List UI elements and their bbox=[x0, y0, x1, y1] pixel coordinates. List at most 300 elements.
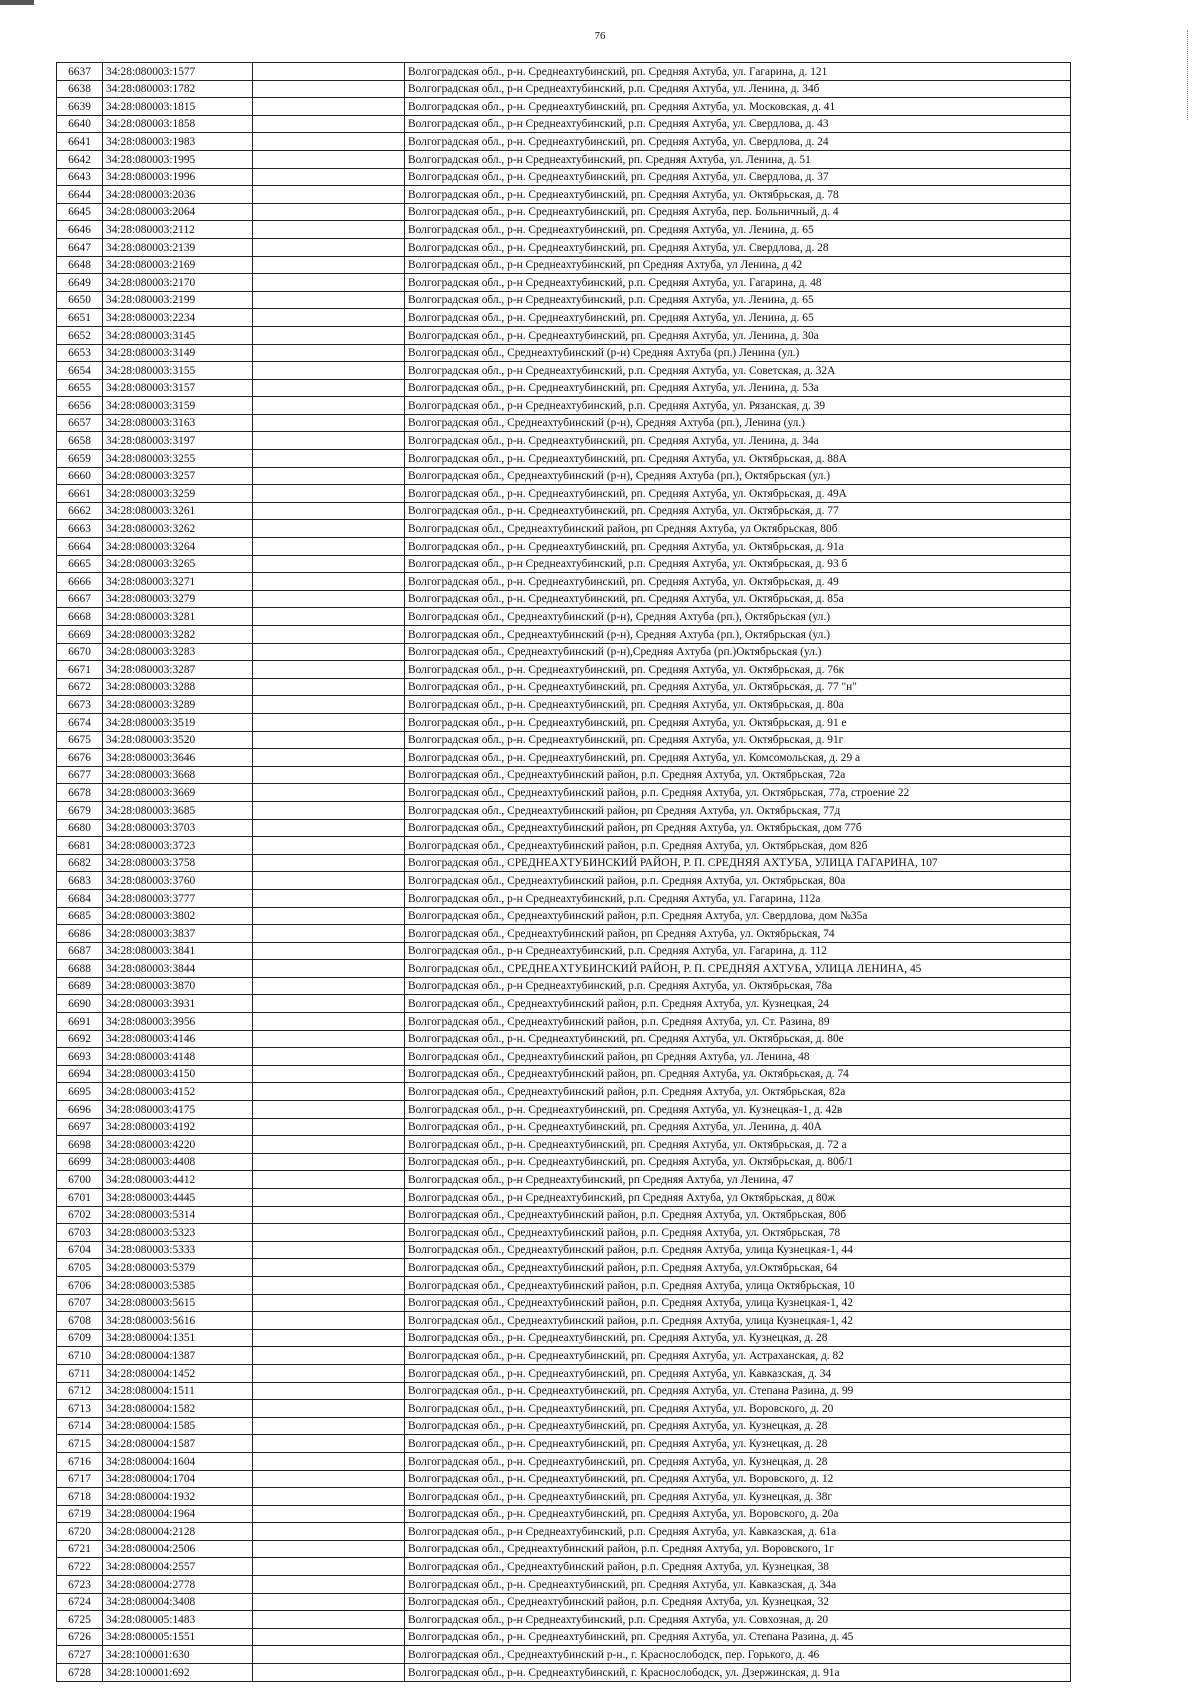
row-number-cell: 6645 bbox=[57, 203, 103, 221]
empty-cell bbox=[253, 731, 405, 749]
row-number-cell: 6713 bbox=[57, 1400, 103, 1418]
row-number-cell: 6712 bbox=[57, 1382, 103, 1400]
empty-cell bbox=[253, 995, 405, 1013]
empty-cell bbox=[253, 1153, 405, 1171]
table-row bbox=[57, 432, 1071, 450]
table-row bbox=[57, 749, 1071, 767]
table-row bbox=[57, 1030, 1071, 1048]
address-cell: Волгоградская обл., СРЕДНЕАХТУБИНСКИЙ РАЙОН, Р. П. СРЕДНЯЯ АХТУБА, УЛИЦА ГАГАРИНА, 107 bbox=[405, 854, 1071, 872]
empty-cell bbox=[253, 485, 405, 503]
empty-cell bbox=[253, 1206, 405, 1224]
row-number-cell: 6677 bbox=[57, 766, 103, 784]
cadastral-number-cell: 34:28:080003:4192 bbox=[103, 1118, 253, 1136]
address-cell: Волгоградская обл., Среднеахтубинский район, р.п. Средняя Ахтуба, улица Кузнецкая-1, 42 bbox=[405, 1312, 1071, 1330]
row-number-cell: 6707 bbox=[57, 1294, 103, 1312]
empty-cell bbox=[253, 168, 405, 186]
cadastral-number-cell: 34:28:080003:3760 bbox=[103, 872, 253, 890]
empty-cell bbox=[253, 1646, 405, 1664]
row-number-cell: 6660 bbox=[57, 467, 103, 485]
address-cell: Волгоградская обл., р-н. Среднеахтубинский, рп. Средняя Ахтуба, ул. Ленина, д. 65 bbox=[405, 309, 1071, 327]
cadastral-number-cell: 34:28:080003:4152 bbox=[103, 1083, 253, 1101]
row-number-cell: 6672 bbox=[57, 678, 103, 696]
address-cell: Волгоградская обл., р-н. Среднеахтубинский, рп. Средняя Ахтуба, ул. Октябрьская, д. 80а bbox=[405, 696, 1071, 714]
cadastral-number-cell: 34:28:080003:3163 bbox=[103, 414, 253, 432]
cadastral-number-cell: 34:28:080003:2064 bbox=[103, 203, 253, 221]
table-row bbox=[57, 485, 1071, 503]
empty-cell bbox=[253, 977, 405, 995]
address-cell: Волгоградская обл., Среднеахтубинский (р-н),Средняя Ахтуба (рп.)Октябрьская (ул.) bbox=[405, 643, 1071, 661]
address-cell: Волгоградская обл., Среднеахтубинский район, рп Средняя Ахтуба, ул. Октябрьская, 77д bbox=[405, 801, 1071, 819]
cadastral-number-cell: 34:28:080004:1585 bbox=[103, 1417, 253, 1435]
table-row bbox=[57, 379, 1071, 397]
empty-cell bbox=[253, 1611, 405, 1629]
address-cell: Волгоградская обл., р-н. Среднеахтубинский, рп. Средняя Ахтуба, ул. Свердлова, д. 24 bbox=[405, 133, 1071, 151]
empty-cell bbox=[253, 1347, 405, 1365]
address-cell: Волгоградская обл., Среднеахтубинский район, р.п. Средняя Ахтуба, ул. Свердлова, дом №35а bbox=[405, 907, 1071, 925]
cadastral-number-cell: 34:28:080003:3956 bbox=[103, 1013, 253, 1031]
empty-cell bbox=[253, 573, 405, 591]
row-number-cell: 6710 bbox=[57, 1347, 103, 1365]
cadastral-number-cell: 34:28:080003:3262 bbox=[103, 520, 253, 538]
cadastral-number-cell: 34:28:080003:3159 bbox=[103, 397, 253, 415]
address-cell: Волгоградская обл., р-н. Среднеахтубинский, рп. Средняя Ахтуба, ул. Октябрьская, д. 49А bbox=[405, 485, 1071, 503]
address-cell: Волгоградская обл., р-н Среднеахтубинский, р.п. Средняя Ахтуба, ул. Гагарина, 112а bbox=[405, 889, 1071, 907]
address-cell: Волгоградская обл., р-н Среднеахтубинский, р.п. Средняя Ахтуба, ул. Советская, д. 32А bbox=[405, 362, 1071, 380]
address-cell: Волгоградская обл., р-н. Среднеахтубинский, рп. Средняя Ахтуба, ул. Гагарина, д. 121 bbox=[405, 63, 1071, 81]
row-number-cell: 6706 bbox=[57, 1276, 103, 1294]
empty-cell bbox=[253, 801, 405, 819]
address-cell: Волгоградская обл., р-н Среднеахтубинский, р.п. Средняя Ахтуба, ул. Рязанская, д. 39 bbox=[405, 397, 1071, 415]
cadastral-number-cell: 34:28:080003:3802 bbox=[103, 907, 253, 925]
table-row bbox=[57, 98, 1071, 116]
cadastral-number-cell: 34:28:080003:3519 bbox=[103, 713, 253, 731]
address-cell: Волгоградская обл., СРЕДНЕАХТУБИНСКИЙ РАЙОН, Р. П. СРЕДНЯЯ АХТУБА, УЛИЦА ЛЕНИНА, 45 bbox=[405, 960, 1071, 978]
empty-cell bbox=[253, 1171, 405, 1189]
cadastral-number-cell: 34:28:080004:1351 bbox=[103, 1329, 253, 1347]
table-row bbox=[57, 1364, 1071, 1382]
empty-cell bbox=[253, 837, 405, 855]
empty-cell bbox=[253, 819, 405, 837]
empty-cell bbox=[253, 1523, 405, 1541]
cadastral-number-cell: 34:28:080004:1452 bbox=[103, 1364, 253, 1382]
cadastral-number-cell: 34:28:080003:5333 bbox=[103, 1241, 253, 1259]
row-number-cell: 6718 bbox=[57, 1488, 103, 1506]
address-cell: Волгоградская обл., Среднеахтубинский район, р.п. Средняя Ахтуба, улица Кузнецкая-1, 42 bbox=[405, 1294, 1071, 1312]
row-number-cell: 6704 bbox=[57, 1241, 103, 1259]
table-row bbox=[57, 872, 1071, 890]
address-cell: Волгоградская обл., р-н Среднеахтубинский, р.п. Средняя Ахтуба, ул. Свердлова, д. 43 bbox=[405, 115, 1071, 133]
row-number-cell: 6720 bbox=[57, 1523, 103, 1541]
empty-cell bbox=[253, 1628, 405, 1646]
address-cell: Волгоградская обл., р-н. Среднеахтубинский, рп. Средняя Ахтуба, ул. Октябрьская, д. 80б/1 bbox=[405, 1153, 1071, 1171]
table-row bbox=[57, 1646, 1071, 1664]
table-row bbox=[57, 115, 1071, 133]
address-cell: Волгоградская обл., р-н. Среднеахтубинский, рп. Средняя Ахтуба, ул. Ленина, д. 30а bbox=[405, 326, 1071, 344]
address-cell: Волгоградская обл., р-н. Среднеахтубинский, рп. Средняя Ахтуба, ул. Октябрьская, д. 77 "н" bbox=[405, 678, 1071, 696]
cadastral-number-cell: 34:28:080003:3264 bbox=[103, 538, 253, 556]
address-cell: Волгоградская обл., р-н. Среднеахтубинский, рп. Средняя Ахтуба, ул. Воровского, д. 12 bbox=[405, 1470, 1071, 1488]
cadastral-number-cell: 34:28:080005:1551 bbox=[103, 1628, 253, 1646]
address-cell: Волгоградская обл., р-н Среднеахтубинский, р.п. Средняя Ахтуба, ул. Октябрьская, д. 93 б bbox=[405, 555, 1071, 573]
address-cell: Волгоградская обл., Среднеахтубинский район, р.п. Средняя Ахтуба, ул. Октябрьская, 82а bbox=[405, 1083, 1071, 1101]
table-row bbox=[57, 1171, 1071, 1189]
registry-table-body bbox=[57, 63, 1071, 1682]
table-row bbox=[57, 63, 1071, 81]
row-number-cell: 6665 bbox=[57, 555, 103, 573]
cadastral-number-cell: 34:28:080003:4220 bbox=[103, 1136, 253, 1154]
row-number-cell: 6714 bbox=[57, 1417, 103, 1435]
address-cell: Волгоградская обл., р-н. Среднеахтубинский, рп. Средняя Ахтуба, ул. Комсомольская, д. 29 а bbox=[405, 749, 1071, 767]
address-cell: Волгоградская обл., р-н. Среднеахтубинский, рп. Средняя Ахтуба, ул. Октябрьская, д. 91 е bbox=[405, 713, 1071, 731]
cadastral-number-cell: 34:28:080003:3157 bbox=[103, 379, 253, 397]
row-number-cell: 6683 bbox=[57, 872, 103, 890]
empty-cell bbox=[253, 1540, 405, 1558]
table-row bbox=[57, 1241, 1071, 1259]
table-row bbox=[57, 203, 1071, 221]
row-number-cell: 6667 bbox=[57, 590, 103, 608]
address-cell: Волгоградская обл., р-н. Среднеахтубинский, рп. Средняя Ахтуба, ул. Воровского, д. 20а bbox=[405, 1505, 1071, 1523]
address-cell: Волгоградская обл., р-н. Среднеахтубинский, рп. Средняя Ахтуба, ул. Октябрьская, д. 91г bbox=[405, 731, 1071, 749]
row-number-cell: 6671 bbox=[57, 661, 103, 679]
row-number-cell: 6687 bbox=[57, 942, 103, 960]
row-number-cell: 6681 bbox=[57, 837, 103, 855]
cadastral-number-cell: 34:28:080003:1983 bbox=[103, 133, 253, 151]
cadastral-number-cell: 34:28:080003:3669 bbox=[103, 784, 253, 802]
address-cell: Волгоградская обл., Среднеахтубинский (р-н), Средняя Ахтуба (рп.), Октябрьская (ул.) bbox=[405, 467, 1071, 485]
address-cell: Волгоградская обл., р-н. Среднеахтубинский, рп. Средняя Ахтуба, ул. Октябрьская, д. 78 bbox=[405, 186, 1071, 204]
table-row bbox=[57, 555, 1071, 573]
row-number-cell: 6716 bbox=[57, 1452, 103, 1470]
row-number-cell: 6724 bbox=[57, 1593, 103, 1611]
table-row bbox=[57, 1452, 1071, 1470]
cadastral-number-cell: 34:28:080003:3723 bbox=[103, 837, 253, 855]
row-number-cell: 6659 bbox=[57, 450, 103, 468]
table-row bbox=[57, 696, 1071, 714]
cadastral-number-cell: 34:28:080003:3931 bbox=[103, 995, 253, 1013]
cadastral-number-cell: 34:28:080003:3870 bbox=[103, 977, 253, 995]
empty-cell bbox=[253, 1329, 405, 1347]
empty-cell bbox=[253, 608, 405, 626]
row-number-cell: 6702 bbox=[57, 1206, 103, 1224]
row-number-cell: 6654 bbox=[57, 362, 103, 380]
empty-cell bbox=[253, 1664, 405, 1682]
empty-cell bbox=[253, 925, 405, 943]
address-cell: Волгоградская обл., Среднеахтубинский район, рп Средняя Ахтуба, ул. Ленина, 48 bbox=[405, 1048, 1071, 1066]
row-number-cell: 6661 bbox=[57, 485, 103, 503]
address-cell: Волгоградская обл., р-н. Среднеахтубинский, рп. Средняя Ахтуба, ул. Октябрьская, д. 80е bbox=[405, 1030, 1071, 1048]
table-row bbox=[57, 643, 1071, 661]
address-cell: Волгоградская обл., р-н Среднеахтубинский, р.п. Средняя Ахтуба, ул. Ленина, д. 65 bbox=[405, 291, 1071, 309]
table-row bbox=[57, 1593, 1071, 1611]
address-cell: Волгоградская обл., р-н. Среднеахтубинский, рп. Средняя Ахтуба, ул. Воровского, д. 20 bbox=[405, 1400, 1071, 1418]
cadastral-number-cell: 34:28:080003:3279 bbox=[103, 590, 253, 608]
row-number-cell: 6698 bbox=[57, 1136, 103, 1154]
address-cell: Волгоградская обл., Среднеахтубинский район, р.п. Средняя Ахтуба, ул. Октябрьская, 80б bbox=[405, 1206, 1071, 1224]
row-number-cell: 6648 bbox=[57, 256, 103, 274]
row-number-cell: 6715 bbox=[57, 1435, 103, 1453]
table-row bbox=[57, 467, 1071, 485]
cadastral-number-cell: 34:28:080003:4408 bbox=[103, 1153, 253, 1171]
cadastral-number-cell: 34:28:080004:2506 bbox=[103, 1540, 253, 1558]
empty-cell bbox=[253, 942, 405, 960]
cadastral-number-cell: 34:28:080003:4412 bbox=[103, 1171, 253, 1189]
cadastral-number-cell: 34:28:080003:3668 bbox=[103, 766, 253, 784]
table-row bbox=[57, 1329, 1071, 1347]
cadastral-number-cell: 34:28:080004:2778 bbox=[103, 1576, 253, 1594]
empty-cell bbox=[253, 1241, 405, 1259]
address-cell: Волгоградская обл., р-н Среднеахтубинский, р.п. Средняя Ахтуба, ул. Октябрьская, 78а bbox=[405, 977, 1071, 995]
empty-cell bbox=[253, 555, 405, 573]
row-number-cell: 6656 bbox=[57, 397, 103, 415]
empty-cell bbox=[253, 590, 405, 608]
cadastral-number-cell: 34:28:080003:3259 bbox=[103, 485, 253, 503]
address-cell: Волгоградская обл., Среднеахтубинский район, р.п. Средняя Ахтуба, ул. Октябрьская, 80а bbox=[405, 872, 1071, 890]
address-cell: Волгоградская обл., Среднеахтубинский район, р.п. Средняя Ахтуба, ул. Октябрьская, 72а bbox=[405, 766, 1071, 784]
cadastral-number-cell: 34:28:080004:1511 bbox=[103, 1382, 253, 1400]
table-row bbox=[57, 168, 1071, 186]
empty-cell bbox=[253, 1364, 405, 1382]
empty-cell bbox=[253, 1276, 405, 1294]
address-cell: Волгоградская обл., Среднеахтубинский район, р.п. Средняя Ахтуба, ул. Октябрьская, 77а, строение 22 bbox=[405, 784, 1071, 802]
cadastral-number-cell: 34:28:100001:630 bbox=[103, 1646, 253, 1664]
empty-cell bbox=[253, 450, 405, 468]
row-number-cell: 6649 bbox=[57, 274, 103, 292]
table-row bbox=[57, 590, 1071, 608]
empty-cell bbox=[253, 115, 405, 133]
registry-table bbox=[56, 62, 1071, 1682]
row-number-cell: 6721 bbox=[57, 1540, 103, 1558]
cadastral-number-cell: 34:28:080004:1582 bbox=[103, 1400, 253, 1418]
row-number-cell: 6689 bbox=[57, 977, 103, 995]
table-row bbox=[57, 1400, 1071, 1418]
address-cell: Волгоградская обл., р-н. Среднеахтубинский, рп. Средняя Ахтуба, пер. Больничный, д. 4 bbox=[405, 203, 1071, 221]
cadastral-number-cell: 34:28:080003:3145 bbox=[103, 326, 253, 344]
empty-cell bbox=[253, 960, 405, 978]
table-row bbox=[57, 1013, 1071, 1031]
address-cell: Волгоградская обл., р-н Среднеахтубинский, р.п. Средняя Ахтуба, ул. Гагарина, д. 48 bbox=[405, 274, 1071, 292]
cadastral-number-cell: 34:28:080003:5616 bbox=[103, 1312, 253, 1330]
table-row bbox=[57, 731, 1071, 749]
empty-cell bbox=[253, 626, 405, 644]
table-row bbox=[57, 1664, 1071, 1682]
cadastral-number-cell: 34:28:080004:2128 bbox=[103, 1523, 253, 1541]
cadastral-number-cell: 34:28:080003:1577 bbox=[103, 63, 253, 81]
address-cell: Волгоградская обл., р-н. Среднеахтубинский, г. Краснослободск, ул. Дзержинская, д. 91а bbox=[405, 1664, 1071, 1682]
table-row bbox=[57, 221, 1071, 239]
empty-cell bbox=[253, 467, 405, 485]
cadastral-number-cell: 34:28:080003:4148 bbox=[103, 1048, 253, 1066]
cadastral-number-cell: 34:28:080003:3155 bbox=[103, 362, 253, 380]
empty-cell bbox=[253, 63, 405, 81]
row-number-cell: 6685 bbox=[57, 907, 103, 925]
row-number-cell: 6684 bbox=[57, 889, 103, 907]
table-row bbox=[57, 1065, 1071, 1083]
cadastral-number-cell: 34:28:080003:5314 bbox=[103, 1206, 253, 1224]
cadastral-number-cell: 34:28:080003:3255 bbox=[103, 450, 253, 468]
empty-cell bbox=[253, 344, 405, 362]
row-number-cell: 6711 bbox=[57, 1364, 103, 1382]
row-number-cell: 6651 bbox=[57, 309, 103, 327]
address-cell: Волгоградская обл., р-н. Среднеахтубинский, рп. Средняя Ахтуба, ул. Октябрьская, д. 88А bbox=[405, 450, 1071, 468]
cadastral-number-cell: 34:28:080003:2199 bbox=[103, 291, 253, 309]
cadastral-number-cell: 34:28:080003:3257 bbox=[103, 467, 253, 485]
empty-cell bbox=[253, 1593, 405, 1611]
row-number-cell: 6694 bbox=[57, 1065, 103, 1083]
empty-cell bbox=[253, 1400, 405, 1418]
empty-cell bbox=[253, 766, 405, 784]
table-row bbox=[57, 942, 1071, 960]
address-cell: Волгоградская обл., Среднеахтубинский (р-н), Средняя Ахтуба (рп.), Октябрьская (ул.) bbox=[405, 626, 1071, 644]
table-row bbox=[57, 150, 1071, 168]
table-row bbox=[57, 274, 1071, 292]
empty-cell bbox=[253, 256, 405, 274]
row-number-cell: 6723 bbox=[57, 1576, 103, 1594]
table-row bbox=[57, 1206, 1071, 1224]
empty-cell bbox=[253, 238, 405, 256]
address-cell: Волгоградская обл., Среднеахтубинский район, рп Средняя Ахтуба, ул. Октябрьская, 74 bbox=[405, 925, 1071, 943]
table-row bbox=[57, 819, 1071, 837]
cadastral-number-cell: 34:28:080003:4146 bbox=[103, 1030, 253, 1048]
cadastral-number-cell: 34:28:080003:3844 bbox=[103, 960, 253, 978]
row-number-cell: 6699 bbox=[57, 1153, 103, 1171]
scan-edge-mark bbox=[1187, 30, 1194, 120]
row-number-cell: 6708 bbox=[57, 1312, 103, 1330]
empty-cell bbox=[253, 1101, 405, 1119]
table-row bbox=[57, 608, 1071, 626]
table-row bbox=[57, 925, 1071, 943]
empty-cell bbox=[253, 133, 405, 151]
row-number-cell: 6703 bbox=[57, 1224, 103, 1242]
table-row bbox=[57, 520, 1071, 538]
empty-cell bbox=[253, 203, 405, 221]
table-row bbox=[57, 362, 1071, 380]
empty-cell bbox=[253, 274, 405, 292]
empty-cell bbox=[253, 1136, 405, 1154]
table-row bbox=[57, 1523, 1071, 1541]
empty-cell bbox=[253, 1382, 405, 1400]
row-number-cell: 6675 bbox=[57, 731, 103, 749]
address-cell: Волгоградская обл., р-н. Среднеахтубинский, рп. Средняя Ахтуба, ул. Астраханская, д. 82 bbox=[405, 1347, 1071, 1365]
cadastral-number-cell: 34:28:080004:1604 bbox=[103, 1452, 253, 1470]
empty-cell bbox=[253, 1065, 405, 1083]
cadastral-number-cell: 34:28:080003:3197 bbox=[103, 432, 253, 450]
cadastral-number-cell: 34:28:080005:1483 bbox=[103, 1611, 253, 1629]
row-number-cell: 6638 bbox=[57, 80, 103, 98]
cadastral-number-cell: 34:28:080003:2234 bbox=[103, 309, 253, 327]
empty-cell bbox=[253, 1505, 405, 1523]
empty-cell bbox=[253, 1189, 405, 1207]
empty-cell bbox=[253, 326, 405, 344]
address-cell: Волгоградская обл., р-н. Среднеахтубинский, рп. Средняя Ахтуба, ул. Ленина, д. 40А bbox=[405, 1118, 1071, 1136]
address-cell: Волгоградская обл., р-н. Среднеахтубинский, рп. Средняя Ахтуба, ул. Степана Разина, д. 99 bbox=[405, 1382, 1071, 1400]
table-row bbox=[57, 186, 1071, 204]
table-row bbox=[57, 784, 1071, 802]
row-number-cell: 6669 bbox=[57, 626, 103, 644]
empty-cell bbox=[253, 291, 405, 309]
table-row bbox=[57, 344, 1071, 362]
row-number-cell: 6692 bbox=[57, 1030, 103, 1048]
address-cell: Волгоградская обл., Среднеахтубинский район, р.п. Средняя Ахтуба, ул. Октябрьская, 78 bbox=[405, 1224, 1071, 1242]
row-number-cell: 6676 bbox=[57, 749, 103, 767]
cadastral-number-cell: 34:28:080003:4150 bbox=[103, 1065, 253, 1083]
cadastral-number-cell: 34:28:080003:3288 bbox=[103, 678, 253, 696]
row-number-cell: 6686 bbox=[57, 925, 103, 943]
empty-cell bbox=[253, 1118, 405, 1136]
row-number-cell: 6663 bbox=[57, 520, 103, 538]
empty-cell bbox=[253, 362, 405, 380]
address-cell: Волгоградская обл., р-н. Среднеахтубинский, рп. Средняя Ахтуба, ул. Ленина, д. 65 bbox=[405, 221, 1071, 239]
table-row bbox=[57, 977, 1071, 995]
row-number-cell: 6657 bbox=[57, 414, 103, 432]
cadastral-number-cell: 34:28:080003:2036 bbox=[103, 186, 253, 204]
row-number-cell: 6696 bbox=[57, 1101, 103, 1119]
cadastral-number-cell: 34:28:080003:3646 bbox=[103, 749, 253, 767]
cadastral-number-cell: 34:28:080004:1964 bbox=[103, 1505, 253, 1523]
cadastral-number-cell: 34:28:080003:1858 bbox=[103, 115, 253, 133]
row-number-cell: 6637 bbox=[57, 63, 103, 81]
empty-cell bbox=[253, 1259, 405, 1277]
cadastral-number-cell: 34:28:080003:3265 bbox=[103, 555, 253, 573]
table-row bbox=[57, 538, 1071, 556]
table-row bbox=[57, 238, 1071, 256]
address-cell: Волгоградская обл., р-н Среднеахтубинский, рп Средняя Ахтуба, ул Ленина, д 42 bbox=[405, 256, 1071, 274]
cadastral-number-cell: 34:28:080003:5385 bbox=[103, 1276, 253, 1294]
row-number-cell: 6725 bbox=[57, 1611, 103, 1629]
row-number-cell: 6643 bbox=[57, 168, 103, 186]
empty-cell bbox=[253, 784, 405, 802]
address-cell: Волгоградская обл., Среднеахтубинский район, рп Средняя Ахтуба, ул Октябрьская, 80б bbox=[405, 520, 1071, 538]
cadastral-number-cell: 34:28:080004:1387 bbox=[103, 1347, 253, 1365]
table-row bbox=[57, 1347, 1071, 1365]
address-cell: Волгоградская обл., р-н. Среднеахтубинский, рп. Средняя Ахтуба, ул. Октябрьская, д. 77 bbox=[405, 502, 1071, 520]
cadastral-number-cell: 34:28:080003:3149 bbox=[103, 344, 253, 362]
table-row bbox=[57, 766, 1071, 784]
cadastral-number-cell: 34:28:080003:3287 bbox=[103, 661, 253, 679]
table-row bbox=[57, 1048, 1071, 1066]
address-cell: Волгоградская обл., р-н. Среднеахтубинский, рп. Средняя Ахтуба, ул. Октябрьская, д. 85а bbox=[405, 590, 1071, 608]
address-cell: Волгоградская обл., р-н. Среднеахтубинский, рп. Средняя Ахтуба, ул. Степана Разина, д. 45 bbox=[405, 1628, 1071, 1646]
row-number-cell: 6650 bbox=[57, 291, 103, 309]
table-row bbox=[57, 1294, 1071, 1312]
empty-cell bbox=[253, 678, 405, 696]
table-row bbox=[57, 1505, 1071, 1523]
empty-cell bbox=[253, 1048, 405, 1066]
cadastral-number-cell: 34:28:080003:1815 bbox=[103, 98, 253, 116]
address-cell: Волгоградская обл., Среднеахтубинский район, р.п. Средняя Ахтуба, ул. Кузнецкая, 32 bbox=[405, 1593, 1071, 1611]
empty-cell bbox=[253, 221, 405, 239]
empty-cell bbox=[253, 1435, 405, 1453]
row-number-cell: 6695 bbox=[57, 1083, 103, 1101]
cadastral-number-cell: 34:28:100001:692 bbox=[103, 1664, 253, 1682]
cadastral-number-cell: 34:28:080003:3685 bbox=[103, 801, 253, 819]
address-cell: Волгоградская обл., р-н. Среднеахтубинский, рп. Средняя Ахтуба, ул. Кузнецкая-1, д. 42в bbox=[405, 1101, 1071, 1119]
table-row bbox=[57, 397, 1071, 415]
address-cell: Волгоградская обл., Среднеахтубинский район, рп Средняя Ахтуба, ул. Октябрьская, дом 77б bbox=[405, 819, 1071, 837]
row-number-cell: 6644 bbox=[57, 186, 103, 204]
address-cell: Волгоградская обл., р-н. Среднеахтубинский, рп. Средняя Ахтуба, ул. Ленина, д. 34а bbox=[405, 432, 1071, 450]
cadastral-number-cell: 34:28:080003:2139 bbox=[103, 238, 253, 256]
page-number: 76 bbox=[594, 30, 606, 42]
address-cell: Волгоградская обл., р-н Среднеахтубинский, р.п. Средняя Ахтуба, ул. Ленина, д. 34б bbox=[405, 80, 1071, 98]
address-cell: Волгоградская обл., Среднеахтубинский район, рп. Средняя Ахтуба, ул. Октябрьская, д. 74 bbox=[405, 1065, 1071, 1083]
address-cell: Волгоградская обл., р-н. Среднеахтубинский, рп. Средняя Ахтуба, ул. Октябрьская, д. 91а bbox=[405, 538, 1071, 556]
empty-cell bbox=[253, 186, 405, 204]
empty-cell bbox=[253, 1417, 405, 1435]
table-row bbox=[57, 133, 1071, 151]
address-cell: Волгоградская обл., Среднеахтубинский (р-н), Средняя Ахтуба (рп.), Октябрьская (ул.) bbox=[405, 608, 1071, 626]
row-number-cell: 6658 bbox=[57, 432, 103, 450]
empty-cell bbox=[253, 379, 405, 397]
